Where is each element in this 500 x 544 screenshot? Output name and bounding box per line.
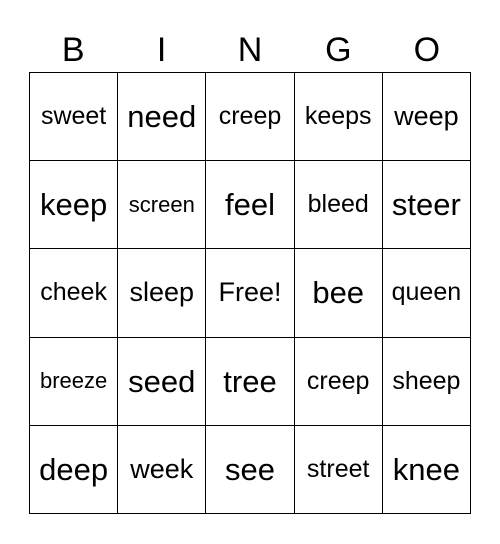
header-letter-i: I xyxy=(156,31,167,69)
bingo-cell[interactable]: bee xyxy=(295,249,383,337)
header-letter-n: N xyxy=(237,31,263,69)
bingo-cell[interactable]: sleep xyxy=(118,249,206,337)
bingo-cell[interactable]: bleed xyxy=(295,161,383,249)
bingo-cell[interactable]: feel xyxy=(206,161,294,249)
bingo-cell[interactable]: see xyxy=(206,426,294,514)
bingo-cell[interactable]: steer xyxy=(383,161,471,249)
bingo-cell[interactable]: knee xyxy=(383,426,471,514)
bingo-cell[interactable]: queen xyxy=(383,249,471,337)
bingo-cell[interactable]: keeps xyxy=(295,73,383,161)
header-letter-b: B xyxy=(61,31,85,69)
bingo-header xyxy=(29,28,471,72)
bingo-cell[interactable]: creep xyxy=(295,338,383,426)
bingo-cell[interactable]: weep xyxy=(383,73,471,161)
header-letter-g: G xyxy=(325,31,352,69)
bingo-cell[interactable]: creep xyxy=(206,73,294,161)
bingo-cell[interactable]: breeze xyxy=(30,338,118,426)
bingo-board xyxy=(29,72,471,514)
bingo-cell[interactable]: tree xyxy=(206,338,294,426)
bingo-cell[interactable]: sweet xyxy=(30,73,118,161)
bingo-cell[interactable]: deep xyxy=(30,426,118,514)
header-letter-o: O xyxy=(413,31,441,69)
bingo-cell[interactable]: need xyxy=(118,73,206,161)
bingo-cell[interactable]: keep xyxy=(30,161,118,249)
bingo-cell[interactable]: cheek xyxy=(30,249,118,337)
bingo-cell[interactable]: street xyxy=(295,426,383,514)
bingo-cell[interactable]: seed xyxy=(118,338,206,426)
bingo-cell[interactable]: screen xyxy=(118,161,206,249)
bingo-cell-free[interactable]: Free! xyxy=(206,249,294,337)
bingo-cell[interactable]: sheep xyxy=(383,338,471,426)
bingo-cell[interactable]: week xyxy=(118,426,206,514)
